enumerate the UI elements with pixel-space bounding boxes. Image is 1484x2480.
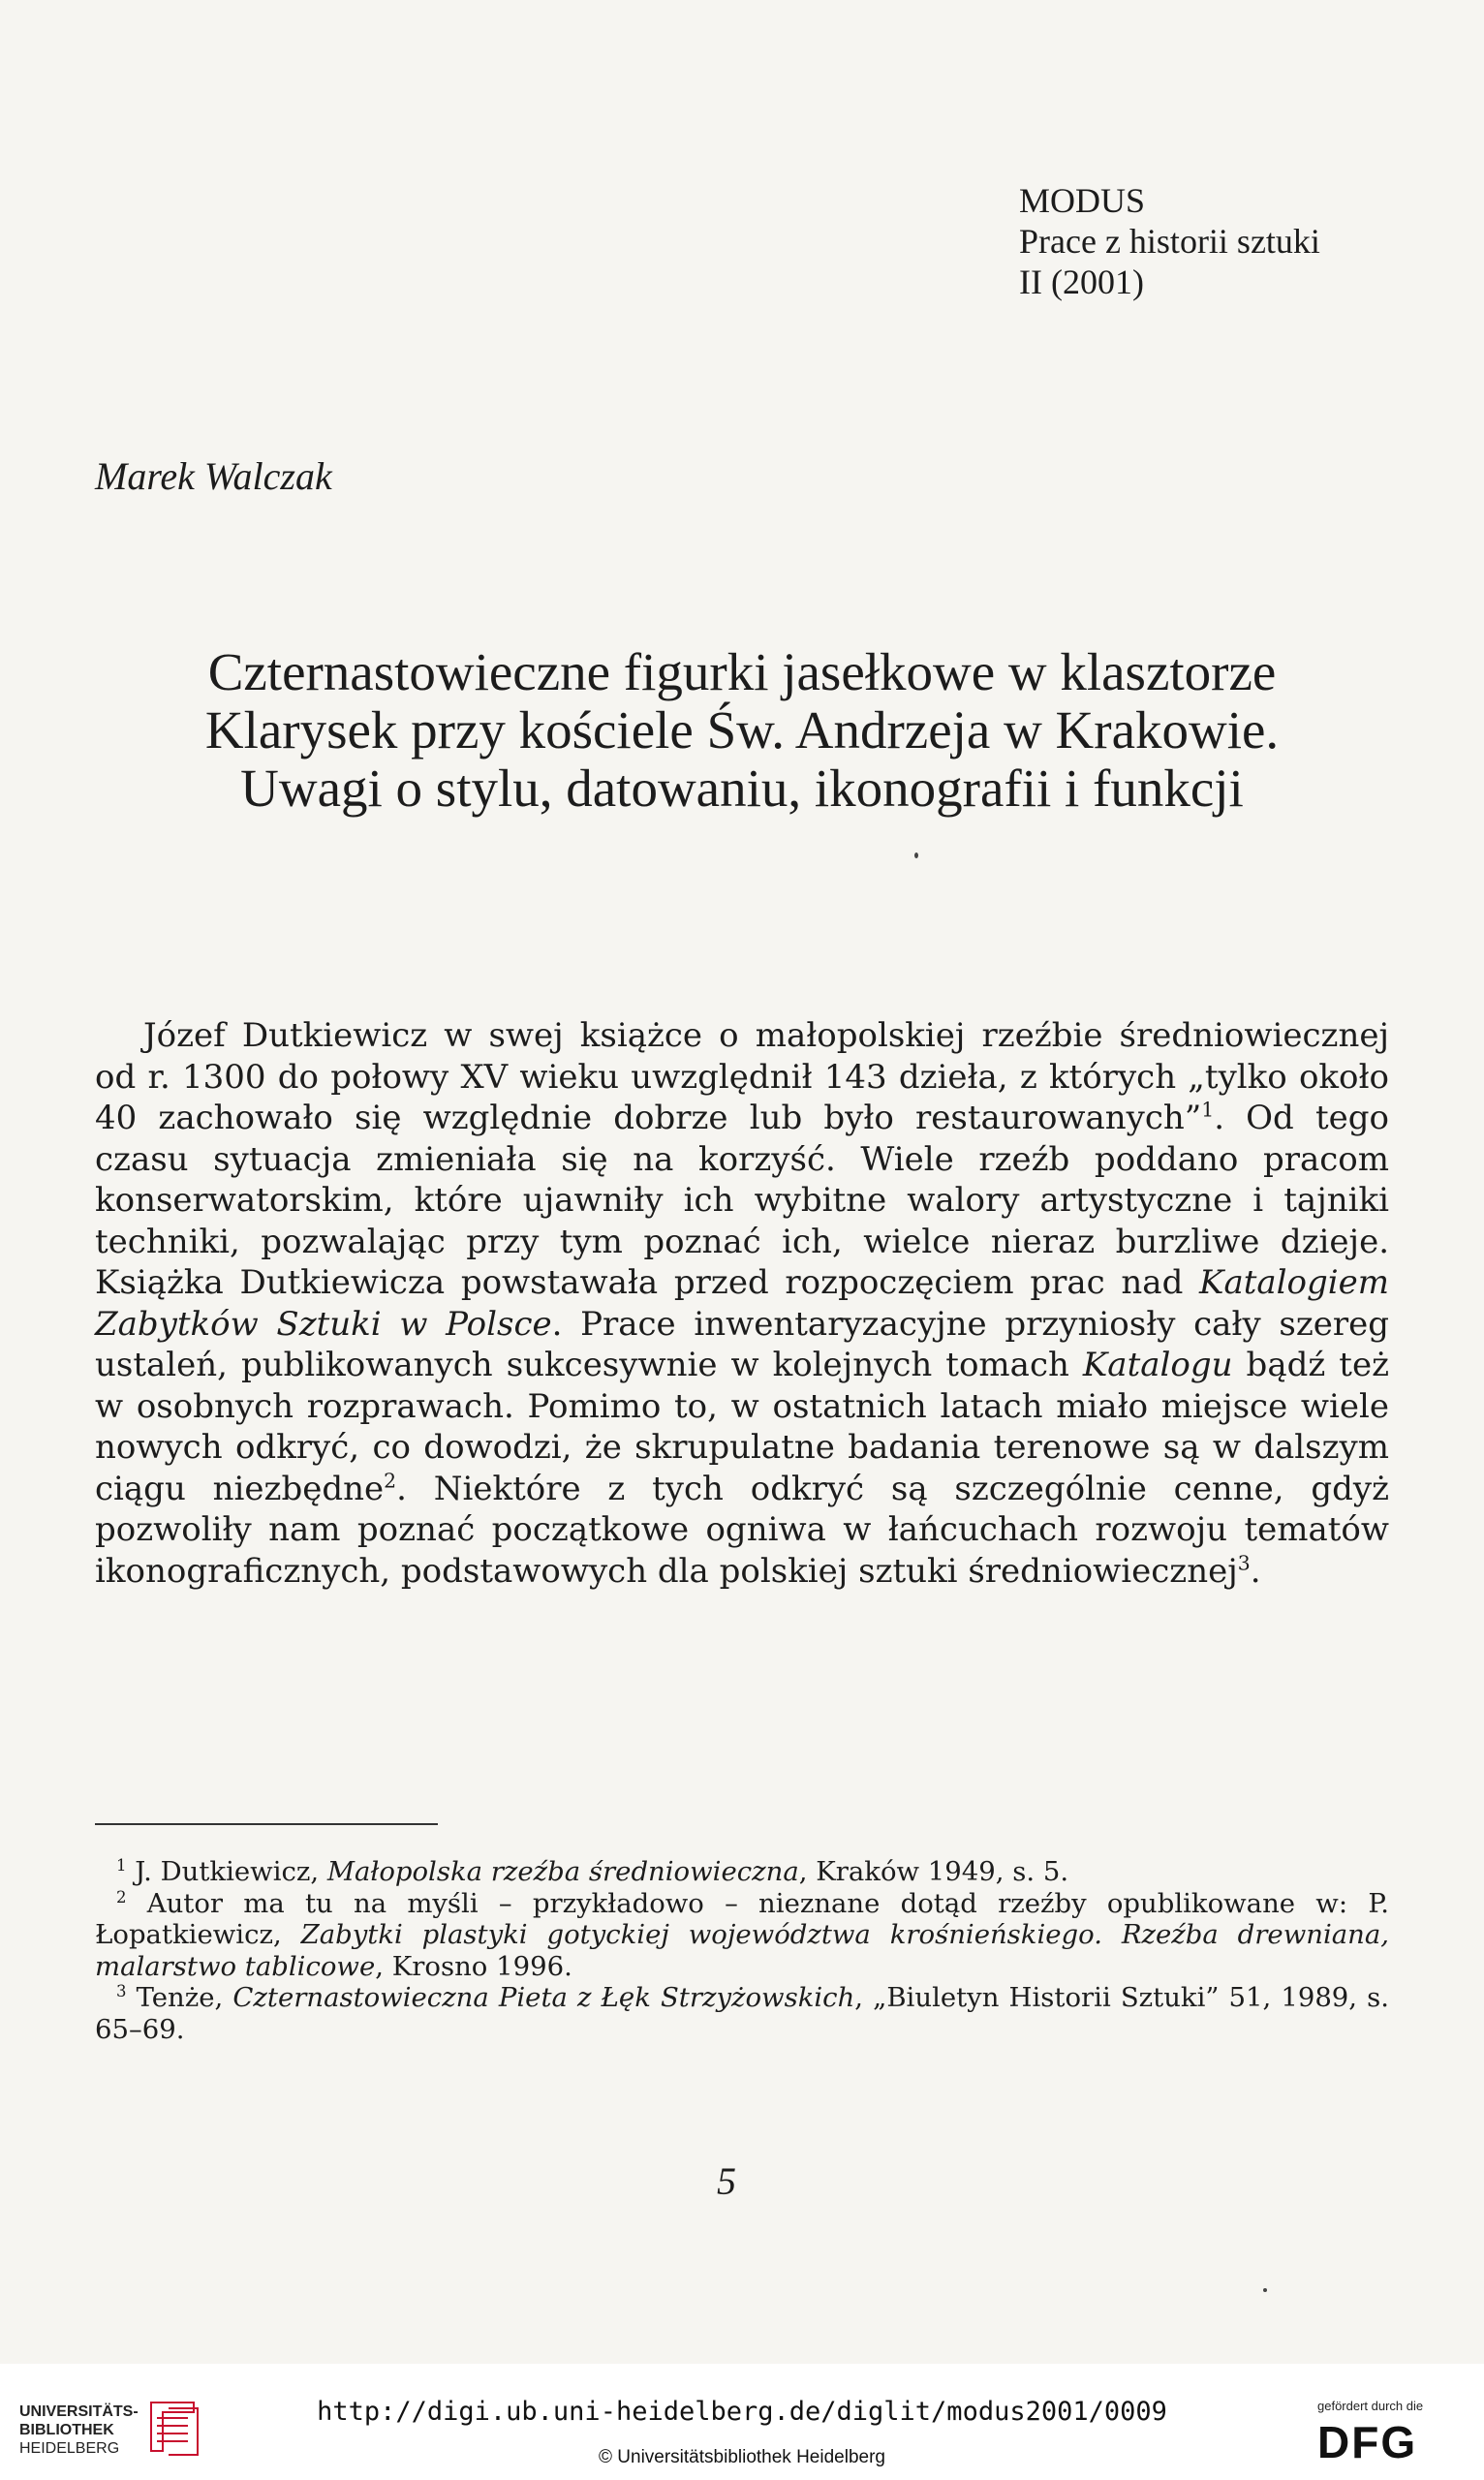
author-name: Marek Walczak (95, 454, 332, 498)
title-line: Czternastowieczne figurki jasełkowe w klasztorze (207, 642, 1277, 701)
footnote: $^3$ Tenże, Czternastowieczna Pieta z Łęk Strzyżowskich, „Biuletyn Historii Sztuki” 51, 1989, s. 65–69. (95, 1981, 1389, 2045)
dfg-logo[interactable]: DFG (1317, 2417, 1418, 2467)
journal-volume: II (2001) (1019, 263, 1144, 301)
journal-header (1019, 180, 1320, 302)
footnote-ref[interactable]: 3 (1237, 1551, 1251, 1575)
scan-speck (914, 852, 918, 858)
journal-subtitle: Prace z historii sztuki (1019, 222, 1320, 261)
library-logo[interactable]: UNIVERSITÄTS- BIBLIOTHEK HEIDELBERG (19, 2403, 139, 2457)
title-line: Klarysek przy kościele Św. Andrzeja w Krakowie. (204, 700, 1280, 760)
title-line: Uwagi o stylu, datowaniu, ikonografii i funkcji (240, 759, 1244, 818)
page-number: 5 (717, 2159, 736, 2203)
footer-bar (0, 2364, 1484, 2480)
article-title (97, 643, 1387, 818)
footnote: $^1$ J. Dutkiewicz, Małopolska rzeźba średniowieczna, Kraków 1949, s. 5. (116, 1855, 1069, 1887)
journal-name: MODUS (1019, 181, 1146, 220)
footnote: $^2$ Autor ma tu na myśli – przykładowo – nieznane dotąd rzeźby opublikowane w: P. Łopatkiewicz, Zabytki plastyki gotyckiej województwa krośnieńskiego. Rzeźba drewniana, malarstwo tablicowe, Krosno 1996. (95, 1887, 1389, 1982)
source-url-link[interactable]: http://digi.ub.uni-heidelberg.de/diglit/modus2001/0009 (317, 2397, 1167, 2427)
body-paragraph: Józef Dutkiewicz w swej książce o małopolskiej rzeźbie średniowiecznej od r. 1300 do połowy XV wieku uwzględnił 143 dzieła, z których „tylko około 40 zachowało się względnie dobrze lub było restaurowanych”$^1$. Od tego czasu sytuacja zmieniała się na korzyść. Wiele rzeźb poddano pracom konserwatorskim, które ujawniły ich wybitne walory artystyczne i tajniki techniki, pozwalając przy tym poznać ich, wielce nieraz burzliwe dzieje. Książka Dutkiewicza powstawała przed rozpoczęciem prac nad Katalogiem Zabytków Sztuki w Polsce. Prace inwentaryzacyjne przyniosły cały szereg ustaleń, publikowanych sukcesywnie w kolejnych tomach Katalogu bądź też w osobnych rozprawach. Pomimo to, w ostatnich latach miało miejsce wiele nowych odkryć, co dowodzi, że skrupulatne badania terenowe są w dalszym ciągu niezbędne$^2$. Niektóre z tych odkryć są szczególnie cenne, gdyż pozwoliły nam poznać początkowe ogniwa w łańcuchach rozwoju tematów ikonograficznych, podstawowych dla polskiej sztuki średniowiecznej$^3$. (95, 1016, 1389, 1591)
footnote-ref[interactable]: 2 (384, 1469, 397, 1493)
scan-speck (1263, 2288, 1267, 2292)
footnote-ref[interactable]: 1 (1201, 1098, 1215, 1122)
funding-caption: gefördert durch die (1317, 2399, 1424, 2413)
footnote-divider (95, 1823, 438, 1825)
copyright-notice: © Universitätsbibliothek Heidelberg (599, 2447, 885, 2467)
footnotes (95, 1856, 1389, 2045)
